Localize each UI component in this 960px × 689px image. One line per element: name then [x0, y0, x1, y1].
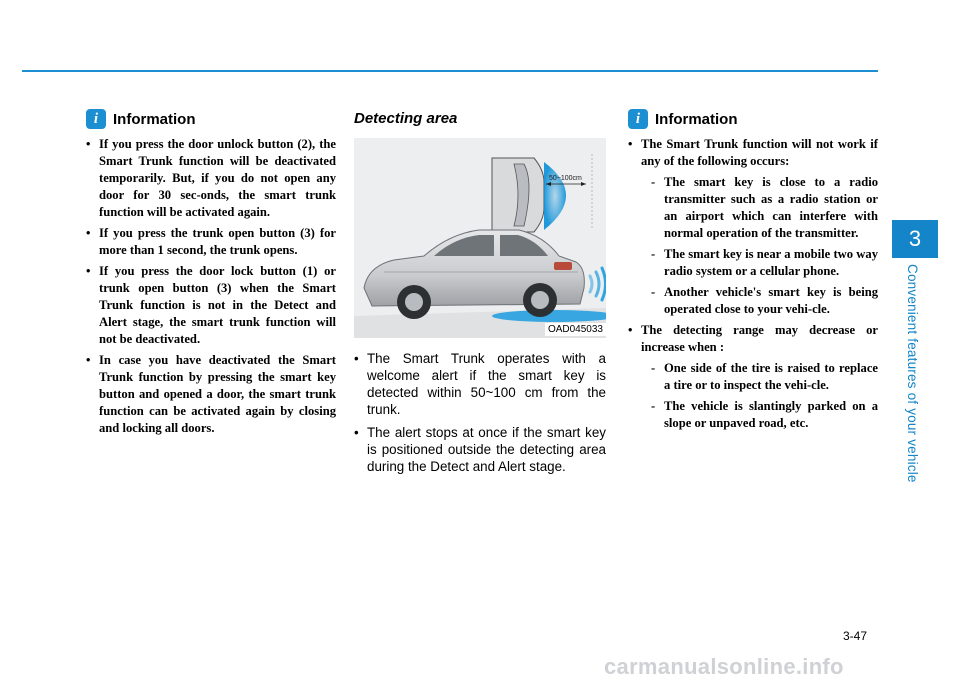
info-box-right [628, 108, 878, 436]
sub-item: - One side of the tire is raised to replace a tire or to inspect the vehi-cle. [651, 361, 878, 392]
figure-code: OAD045033 [545, 323, 606, 336]
list-item: • If you press the door unlock button (2), the Smart Trunk function will be deactivated temporarily. But, if you do not open any door for 30 sec-onds, the smart trunk function will be activated again. [86, 136, 336, 221]
info-list [628, 136, 878, 432]
detecting-area-section [354, 108, 606, 481]
section-title: Detecting area [354, 110, 458, 127]
sub-item-text: One side of the tire is raised to replace a tire or to inspect the vehi-cle. [664, 361, 878, 392]
sub-item: - The smart key is near a mobile two way radio system or a cellular phone. [651, 247, 878, 278]
car-illustration [354, 138, 606, 338]
watermark-link[interactable]: carmanualsonline.info [604, 654, 844, 679]
sub-item-text: The smart key is close to a radio transmitter such as a radio station or an airport which can interfere with normal operation of the transmitter. [664, 175, 878, 240]
info-icon: i [86, 109, 106, 129]
sub-item-text: Another vehicle's smart key is being operated close to your vehi-cle. [664, 285, 878, 316]
info-list [86, 136, 336, 437]
info-title: Information [655, 110, 738, 128]
sub-item: - Another vehicle's smart key is being operated close to your vehi-cle. [651, 285, 878, 316]
header-rule [22, 70, 878, 72]
list-item: • If you press the door lock button (1) or trunk open button (3) when the Smart Trunk function is not in the Detect and Alert stage, the smart trunk function will not be deactivated. [86, 263, 336, 348]
sub-list [641, 174, 878, 318]
chapter-tab [892, 220, 938, 258]
info-header [628, 108, 878, 130]
list-item: • The Smart Trunk operates with a welcome alert if the smart key is detected within 50~100 cm from the trunk. [354, 350, 606, 418]
list-item: • In case you have deactivated the Smart Trunk function by pressing the smart key button and opened a door, the smart trunk function can be activated again by closing and locking all doors. [86, 352, 336, 437]
list-item-text: The detecting range may decrease or increase when : [641, 323, 878, 354]
detecting-area-figure [354, 138, 606, 338]
list-item: • If you press the trunk open button (3) for more than 1 second, the trunk opens. [86, 225, 336, 259]
sub-item-text: The vehicle is slantingly parked on a slope or unpaved road, etc. [664, 399, 878, 430]
sub-item-text: The smart key is near a mobile two way radio system or a cellular phone. [664, 247, 878, 278]
info-header [86, 108, 336, 130]
detecting-list [354, 350, 606, 475]
list-item [628, 322, 878, 432]
chapter-number: 3 [908, 226, 922, 251]
info-box-left [86, 108, 336, 441]
sub-item: - The smart key is close to a radio transmitter such as a radio station or an airport which can interfere with normal operation of the transmitter. [651, 175, 878, 240]
info-title: Information [113, 110, 196, 128]
list-item-text: The Smart Trunk function will not work if any of the following occurs: [641, 137, 878, 168]
info-icon: i [628, 109, 648, 129]
page-number: 3-47 [843, 629, 868, 643]
sub-item: - The vehicle is slantingly parked on a slope or unpaved road, etc. [651, 399, 878, 430]
chapter-title: Convenient features of your vehicle [905, 264, 920, 483]
list-item: • The alert stops at once if the smart key is positioned outside the detecting area during the Detect and Alert stage. [354, 424, 606, 475]
distance-label: 50~100cm [549, 175, 582, 182]
list-item [628, 136, 878, 318]
sub-list [641, 360, 878, 432]
